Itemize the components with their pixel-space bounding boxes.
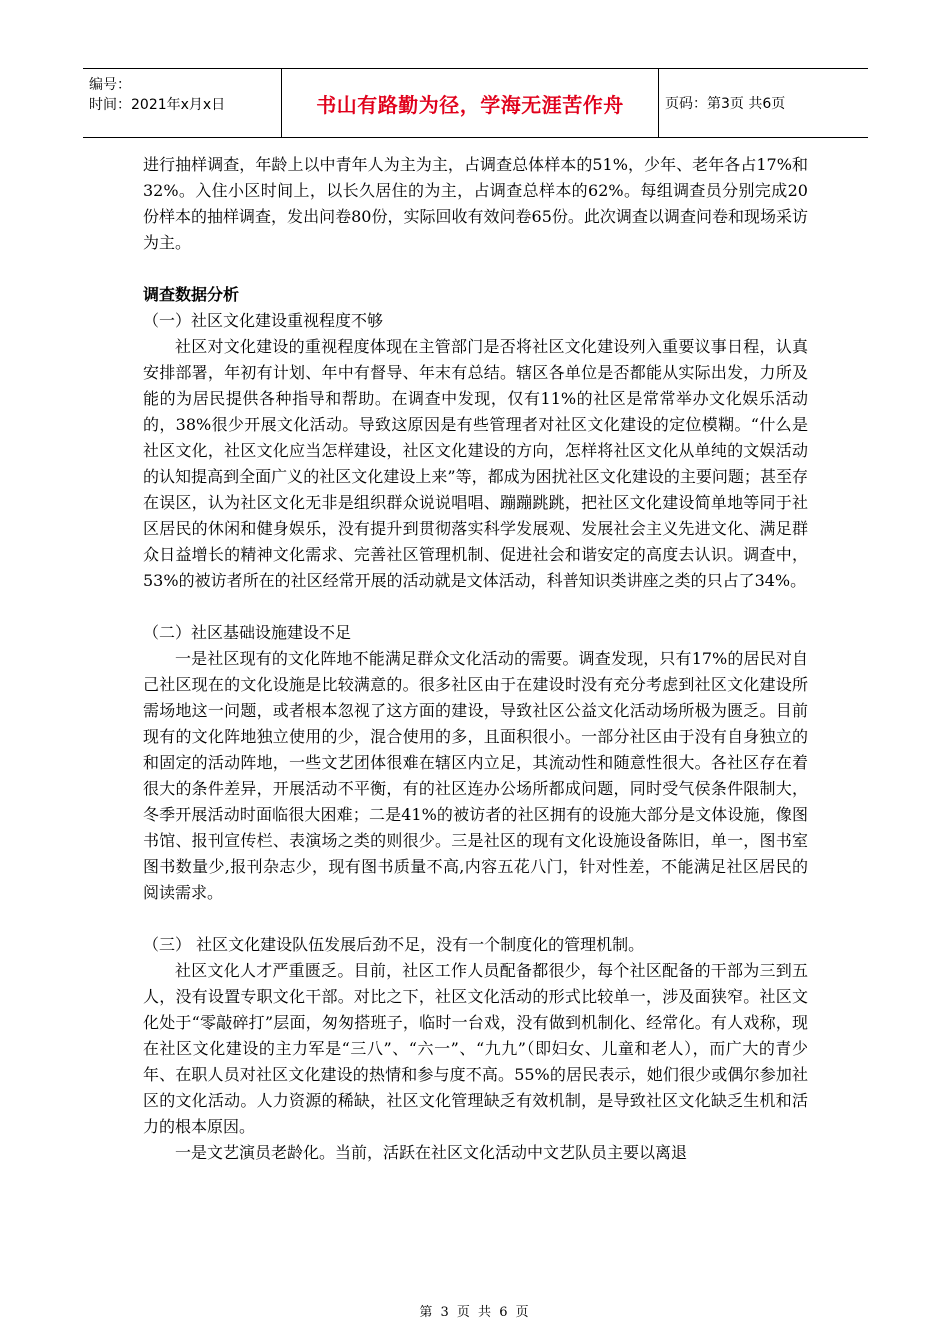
subsection-2-title: （二）社区基础设施建设不足: [143, 623, 352, 642]
subsection-3-paragraph-2: 一是文艺演员老龄化。当前，活跃在社区文化活动中文艺队员主要以离退: [175, 1143, 688, 1162]
header-page-info: 页码：第3页 共6页: [665, 96, 786, 112]
number-label: 编号：: [89, 77, 131, 93]
page-footer: 第 3 页 共 6 页: [419, 1305, 531, 1320]
subsection-3-paragraph-1: 社区文化人才严重匮乏。目前，社区工作人员配备都很少，每个社区配备的干部为三到五人，没有设置专职文化干部。对比之下，社区文化活动的形式比较单一，涉及面狭窄。社区文化处于“零敲碎打”层面，匆匆搭班子，临时一台戏，没有做到机制化、经常化。有人戏称，现在社区文化建设的主力军是“三八”、“六一”、“九九”（即妇女、儿童和老人），而广大的青少年、在职人员对社区文化建设的热情和参与度不高。55%的居民表示，她们很少或偶尔参加社区的文化活动。人力资源的稀缺，社区文化管理缺乏有效机制，是导致社区文化缺乏生机和活力的根本原因。: [143, 961, 808, 1136]
subsection-1-paragraph: 社区对文化建设的重视程度体现在主管部门是否将社区文化建设列入重要议事日程，认真安排部署，年初有计划、年中有督导、年末有总结。辖区各单位是否都能从实际出发，力所及能的为居民提供各种指导和帮助。在调查中发现，仅有11%的社区是常常举办文化娱乐活动的，38%很少开展文化活动。导致这原因是有些管理者对社区文化建设的定位模糊。“什么是社区文化，社区文化应当怎样建设，社区文化建设的方向，怎样将社区文化从单纯的文娱活动的认知提高到全面广义的社区文化建设上来”等，都成为困扰社区文化建设的主要问题；甚至存在误区，认为社区文化无非是组织群众说说唱唱、蹦蹦跳跳，把社区文化建设简单地等同于社区居民的休闲和健身娱乐，没有提升到贯彻落实科学发展观、发展社会主义先进文化、满足群众日益增长的精神文化需求、完善社区管理机制、促进社会和谐安定的高度去认识。调查中，53%的被访者所在的社区经常开展的活动就是文体活动，科普知识类讲座之类的只占了34%。: [143, 337, 808, 590]
document-header: [83, 68, 868, 138]
header-meta-cell: [83, 69, 282, 137]
time-label: 时间：2021年x月x日: [89, 97, 226, 113]
section-title: 调查数据分析: [143, 285, 240, 304]
header-motto: 书山有路勤为径，学海无涯苦作舟: [282, 69, 659, 137]
subsection-3-title: （三） 社区文化建设队伍发展后劲不足，没有一个制度化的管理机制。: [143, 935, 645, 954]
subsection-2-paragraph: 一是社区现有的文化阵地不能满足群众文化活动的需要。调查发现，只有17%的居民对自己社区现在的文化设施是比较满意的。很多社区由于在建设时没有充分考虑到社区文化建设所需场地这一问题，或者根本忽视了这方面的建设，导致社区公益文化活动场所极为匮乏。目前现有的文化阵地独立使用的少，混合使用的多，且面积很小。一部分社区由于没有自身独立的和固定的活动阵地，一些文艺团体很难在辖区内立足，其流动性和随意性很大。各社区存在着很大的条件差异，开展活动不平衡，有的社区连办公场所都成问题，同时受气侯条件限制大，冬季开展活动时面临很大困难；二是41%的被访者的社区拥有的设施大部分是文体设施，像图书馆、报刊宣传栏、表演场之类的则很少。三是社区的现有文化设施设备陈旧，单一，图书室图书数量少,报刊杂志少，现有图书质量不高,内容五花八门，针对性差，不能满足社区居民的阅读需求。: [143, 649, 808, 902]
subsection-1-title: （一）社区文化建设重视程度不够: [143, 311, 384, 330]
document-body: [143, 152, 808, 1166]
intro-paragraph: 进行抽样调查，年龄上以中青年人为主为主，占调查总体样本的51%，少年、老年各占17%和32%。入住小区时间上，以长久居住的为主，占调查总样本的62%。每组调查员分别完成20份样本的抽样调查，发出问卷80份，实际回收有效问卷65份。此次调查以调查问卷和现场采访为主。: [143, 155, 808, 252]
